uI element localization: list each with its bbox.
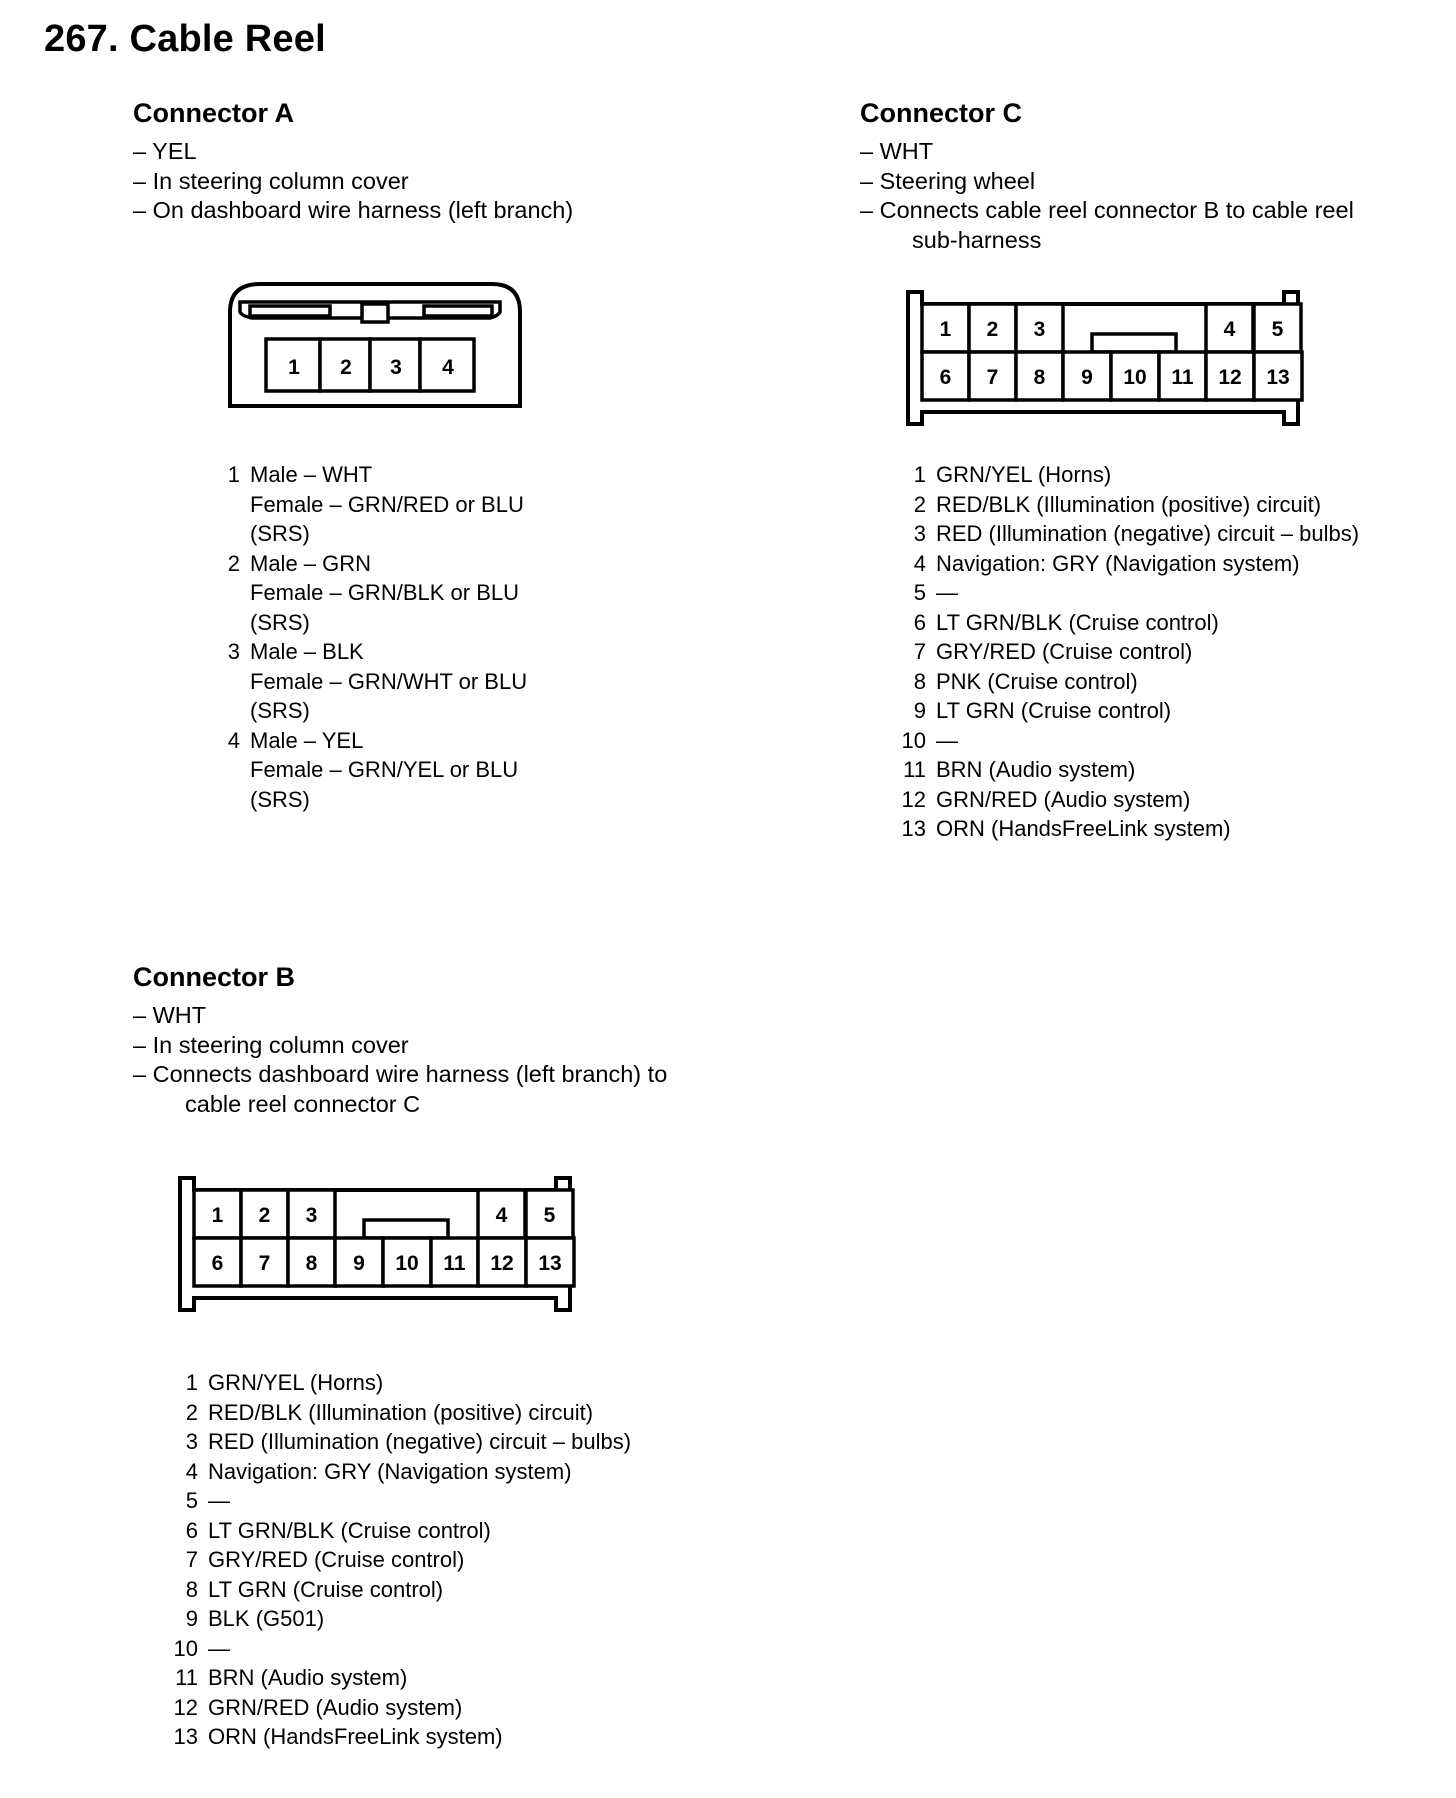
pin-description: (SRS) [250, 609, 310, 635]
connector-a-cavities [266, 339, 474, 391]
pin-number: 10 [901, 727, 926, 753]
cavity-label: 7 [258, 1252, 271, 1275]
pin-row [900, 637, 1359, 667]
pin-row [900, 608, 1359, 638]
pin-description: GRN/RED (Audio system) [936, 786, 1191, 812]
pin-row [900, 667, 1359, 697]
pin-number: 10 [173, 1635, 198, 1661]
pin-description: GRN/YEL (Horns) [208, 1370, 384, 1395]
pin-row [900, 755, 1359, 785]
pin-row [172, 1575, 631, 1605]
connector-a-diagram [228, 282, 524, 408]
pin-number: 2 [227, 550, 240, 576]
pin-description: PNK (Cruise control) [936, 668, 1138, 694]
pin-number: 7 [913, 639, 926, 664]
cavity-label: 7 [986, 366, 999, 389]
pin-description: (SRS) [250, 698, 310, 723]
pin-description: LT GRN/BLK (Cruise control) [208, 1517, 491, 1543]
pin-number: 3 [227, 639, 240, 664]
pin-number: 12 [901, 786, 926, 812]
cavity-label: 4 [442, 356, 454, 379]
pin-description: Male – BLK [250, 639, 364, 664]
pin-number: 4 [227, 727, 240, 753]
pin-description: RED/BLK (Illumination (positive) circuit) [936, 491, 1322, 517]
pin-row [900, 726, 1359, 756]
pin-description: GRN/RED (Audio system) [208, 1694, 463, 1720]
connector-b-details [133, 1001, 667, 1119]
cavity-label: 11 [1171, 366, 1194, 389]
cavity-label: 9 [353, 1252, 365, 1275]
pin-description: — [208, 1488, 230, 1513]
pin-description: BRN (Audio system) [936, 757, 1136, 782]
connector-c-detail: sub-harness [912, 226, 1042, 253]
pin-description: RED (Illumination (negative) circuit – bulbs) [936, 521, 1360, 546]
cavity-label: 4 [495, 1204, 508, 1227]
cavity-label: 5 [1271, 318, 1284, 341]
pin-number: 11 [175, 1665, 198, 1690]
pin-row [900, 519, 1359, 549]
connector-b-detail: cable reel connector C [185, 1090, 421, 1117]
cavity-label: 5 [543, 1204, 556, 1227]
pin-row [900, 460, 1359, 490]
cavity-label: 2 [986, 318, 999, 341]
pin-number: 1 [185, 1370, 198, 1395]
pin-description: Female – GRN/YEL or BLU [250, 757, 519, 782]
pin-description: GRN/YEL (Horns) [936, 462, 1112, 487]
pin-row [222, 726, 527, 815]
connector-a-detail: – YEL [133, 138, 197, 164]
pin-description: LT GRN (Cruise control) [936, 698, 1172, 723]
pin-number: 6 [185, 1517, 198, 1543]
pin-number: 7 [185, 1547, 198, 1572]
pin-number: 6 [913, 609, 926, 635]
pin-number: 8 [913, 668, 926, 694]
connector-a-details [133, 137, 573, 226]
pin-row [172, 1398, 631, 1428]
pin-row [172, 1545, 631, 1575]
pin-description: BRN (Audio system) [208, 1665, 408, 1690]
pin-number: 9 [185, 1606, 198, 1631]
pin-row [172, 1693, 631, 1723]
cavity-label: 11 [443, 1252, 466, 1275]
pin-description: BLK (G501) [208, 1606, 325, 1631]
pin-row [172, 1457, 631, 1487]
pin-row [172, 1368, 631, 1398]
pin-row [222, 549, 527, 638]
cavity-label: 9 [1081, 366, 1093, 389]
pin-number: 8 [185, 1576, 198, 1602]
pin-row [172, 1663, 631, 1693]
pin-description: (SRS) [250, 521, 310, 546]
pin-description: — [936, 580, 958, 605]
cavity-label: 8 [305, 1252, 318, 1275]
pin-description: RED/BLK (Illumination (positive) circuit) [208, 1399, 594, 1425]
cavity-label: 3 [305, 1204, 318, 1227]
pin-row [172, 1634, 631, 1664]
connector-a-pin-list [222, 460, 527, 814]
cavity-label: 10 [395, 1252, 419, 1275]
connector-b-detail: – Connects dashboard wire harness (left branch) to [133, 1061, 668, 1087]
pin-row [222, 460, 527, 549]
pin-description: — [936, 727, 958, 753]
pin-description: GRY/RED (Cruise control) [936, 639, 1193, 664]
pin-number: 11 [903, 757, 926, 782]
pin-row [900, 814, 1359, 844]
pin-number: 2 [185, 1399, 198, 1425]
cavity-label: 2 [258, 1204, 271, 1227]
cavity-label: 10 [1123, 366, 1147, 389]
pin-description: GRY/RED (Cruise control) [208, 1547, 465, 1572]
pin-description: Female – GRN/RED or BLU [250, 491, 524, 517]
pin-number: 3 [913, 521, 926, 546]
pin-number: 13 [173, 1724, 198, 1749]
pin-number: 1 [913, 462, 926, 487]
cavity-label: 13 [538, 1252, 562, 1275]
pin-row [172, 1486, 631, 1516]
cavity-label: 8 [1033, 366, 1046, 389]
pin-number: 4 [185, 1458, 198, 1484]
pin-description: — [208, 1635, 230, 1661]
cavity-label: 1 [939, 318, 952, 341]
page-title: 267. Cable Reel [44, 18, 326, 60]
pin-description: LT GRN (Cruise control) [208, 1576, 444, 1602]
pin-description: RED (Illumination (negative) circuit – bulbs) [208, 1429, 632, 1454]
connector-c-details [860, 137, 1354, 255]
pin-description: Male – GRN [250, 550, 372, 576]
pin-number: 3 [185, 1429, 198, 1454]
pin-description: Female – GRN/BLK or BLU [250, 580, 519, 605]
pin-row [172, 1427, 631, 1457]
connector-b-detail: – WHT [133, 1002, 207, 1028]
connector-b-detail: – In steering column cover [133, 1031, 409, 1058]
pin-description: Male – YEL [250, 727, 364, 753]
connector-b-diagram [178, 1176, 572, 1312]
pin-row [172, 1516, 631, 1546]
connector-b-title: Connector B [133, 962, 295, 992]
cavity-label: 12 [1218, 366, 1242, 389]
pin-number: 1 [227, 462, 240, 487]
pin-row [900, 578, 1359, 608]
cavity-label: 3 [1033, 318, 1046, 341]
cavity-label: 6 [211, 1252, 224, 1275]
cavity-label: 3 [390, 356, 402, 379]
pin-number: 9 [913, 698, 926, 723]
pin-description: Navigation: GRY (Navigation system) [936, 550, 1300, 576]
pin-number: 4 [913, 550, 926, 576]
pin-number: 5 [913, 580, 926, 605]
cavity-label: 1 [288, 356, 300, 379]
pin-row [900, 785, 1359, 815]
pin-number: 12 [173, 1694, 198, 1720]
cavity-label: 6 [939, 366, 952, 389]
connector-c-pin-list [900, 460, 1359, 844]
cavity-label: 2 [340, 356, 352, 379]
connector-c-detail: – Connects cable reel connector B to cable reel [860, 197, 1354, 223]
pin-description: Navigation: GRY (Navigation system) [208, 1458, 572, 1484]
pin-row [900, 696, 1359, 726]
connector-c-diagram [906, 290, 1300, 426]
pin-description: ORN (HandsFreeLink system) [936, 816, 1231, 841]
pin-number: 2 [913, 491, 926, 517]
pin-row [900, 490, 1359, 520]
pin-number: 5 [185, 1488, 198, 1513]
connector-b-pin-list [172, 1368, 631, 1752]
connector-c-detail: – WHT [860, 138, 934, 164]
pin-description: (SRS) [250, 786, 310, 812]
pin-row [172, 1604, 631, 1634]
pin-number: 13 [901, 816, 926, 841]
cavity-label: 12 [490, 1252, 514, 1275]
pin-description: Female – GRN/WHT or BLU [250, 668, 528, 694]
cavity-label: 1 [211, 1204, 224, 1227]
cavity-label: 4 [1223, 318, 1236, 341]
pin-description: ORN (HandsFreeLink system) [208, 1724, 503, 1749]
connector-a-detail: – On dashboard wire harness (left branch) [133, 197, 574, 223]
connector-a-title: Connector A [133, 98, 294, 128]
connector-c-title: Connector C [860, 98, 1022, 128]
connector-a-detail: – In steering column cover [133, 167, 409, 194]
pin-row [900, 549, 1359, 579]
pin-description: LT GRN/BLK (Cruise control) [936, 609, 1219, 635]
connector-c-detail: – Steering wheel [860, 167, 1036, 194]
pin-row [222, 637, 527, 726]
cavity-label: 13 [1266, 366, 1290, 389]
pin-description: Male – WHT [250, 462, 373, 487]
pin-row [172, 1722, 631, 1752]
